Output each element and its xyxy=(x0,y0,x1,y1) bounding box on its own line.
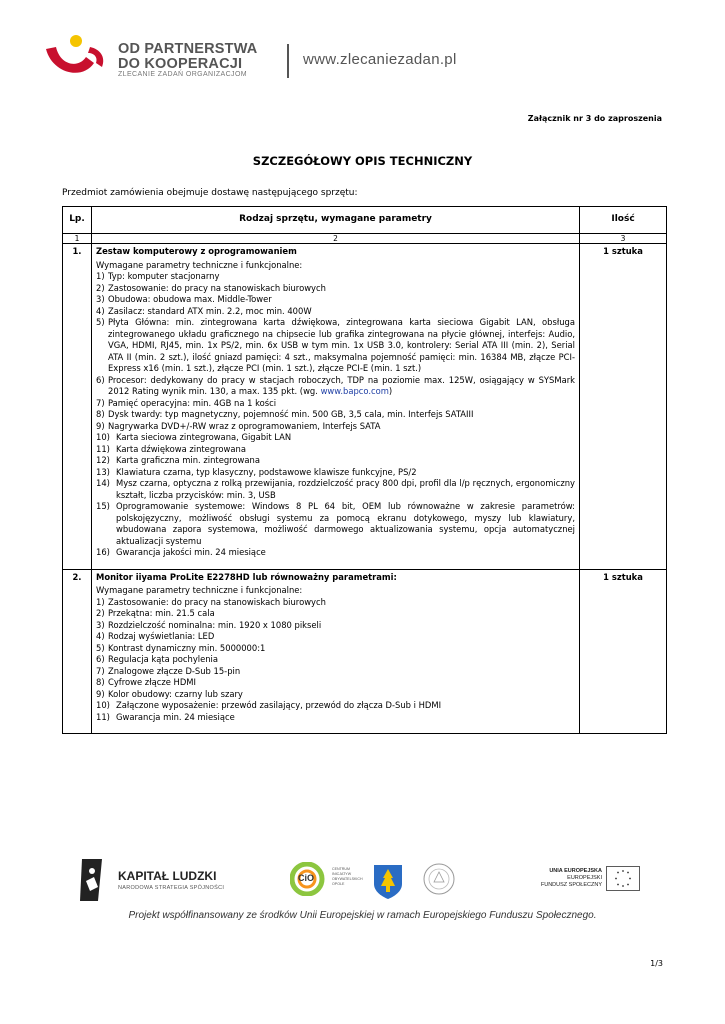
spec-item xyxy=(96,677,575,689)
spec-item xyxy=(96,375,575,398)
spec-text: Zastosowanie: do pracy na stanowiskach biurowych xyxy=(108,282,326,293)
org-name-line2: DO KOOPERACJI xyxy=(118,56,243,72)
page-number: 1/3 xyxy=(650,959,663,968)
spec-item xyxy=(96,597,575,609)
kl-title: KAPITAŁ LUDZKI xyxy=(118,869,217,883)
spec-list xyxy=(96,597,575,724)
spec-number: 9) xyxy=(96,688,105,699)
spec-item xyxy=(96,283,575,295)
spec-number: 8) xyxy=(96,409,105,419)
spec-text: Regulacja kąta pochylenia xyxy=(108,654,219,664)
cio-line: INICJATYW xyxy=(332,872,352,876)
eu-flag-icon xyxy=(606,866,640,891)
spec-text: Obudowa: obudowa max. Middle-Tower xyxy=(108,294,272,304)
spec-item xyxy=(96,271,575,283)
spec-number: 12) xyxy=(96,455,110,465)
spec-text: Karta sieciowa zintegrowana, Gigabit LAN xyxy=(116,432,292,442)
spec-item xyxy=(96,467,575,479)
eu-text xyxy=(541,868,602,889)
spec-text: Nagrywarka DVD+/-RW wraz z oprogramowaniem, Interfejs SATA xyxy=(108,420,381,431)
spec-list xyxy=(96,271,575,559)
cio-line: OPOLE xyxy=(332,882,345,886)
cio-line: CENTRUM xyxy=(332,867,350,871)
spec-text: Procesor: dedykowany do pracy w stacjach roboczych, TDP na poziomie max. 125W, osiągający w SYSMark 2012 Rating wynik min. 130, a max. 135 pkt. (wg. xyxy=(108,374,575,396)
requirements-heading: Wymagane parametry techniczne i funkcjonalne: xyxy=(96,585,303,595)
spec-item xyxy=(96,620,575,632)
spec-number: 10) xyxy=(96,432,110,442)
spec-item xyxy=(96,478,575,501)
spec-number: 2) xyxy=(96,608,105,618)
funding-note: Projekt współfinansowany ze środków Unii Europejskiej w ramach Europejskiego Funduszu Społecznego. xyxy=(128,910,597,921)
spec-item xyxy=(96,712,575,724)
spec-text: Załączone wyposażenie: przewód zasilający, przewód do złącza D-Sub i HDMI xyxy=(116,700,442,710)
spec-item xyxy=(96,409,575,421)
spec-number: 1) xyxy=(96,271,105,281)
spec-item xyxy=(96,455,575,467)
spec-text: Płyta Główna: min. zintegrowana karta dźwiękowa, zintegrowana karta sieciowa Gigabit LAN, obsługa zintegrowanego układu graficznego na chipsecie lub grafika zintegrowana na płycie głównej, interfejs: Audio, VGA, HDMI, RJ45, min. 1x PS/2, min. 6x USB w tym min. 1x USB 3.0, kontrolery: Serial ATA III (min. 2), Serial ATA II (min. 2 szt.), ilość gniazd pamięci: 4 szt., maksymalna pojemność pamięci: min. 16384 MB, złącze PCI-Express x16 (min. 1 szt.), złącze PCI (min. 1 szt.), złącze PCI-E (min. 1 szt.) xyxy=(108,317,575,373)
spec-text: Zasilacz: standard ATX min. 2.2, moc min. 400W xyxy=(108,305,312,316)
spec-table xyxy=(62,206,667,734)
spec-text: Dysk twardy: typ magnetyczny, pojemność min. 500 GB, 3,5 cala, min. Interfejs SATAIII xyxy=(108,409,474,419)
spec-text: Typ: komputer stacjonarny xyxy=(108,271,220,281)
spec-text-after: ) xyxy=(388,386,393,396)
col-number: 3 xyxy=(580,234,667,244)
requirements-heading: Wymagane parametry techniczne i funkcjonalne: xyxy=(96,259,303,270)
intro-text: Przedmiot zamówienia obejmuje dostawę następującego sprzętu: xyxy=(62,188,358,198)
org-name-line1: OD PARTNERSTWA xyxy=(118,41,258,57)
spec-item xyxy=(96,432,575,444)
spec-text: Gwarancja min. 24 miesiące xyxy=(116,711,235,722)
spec-number: 9) xyxy=(96,420,105,431)
header-equipment: Rodzaj sprzętu, wymagane parametry xyxy=(92,207,580,234)
city-coat-of-arms-icon xyxy=(373,864,403,900)
spec-text: Klawiatura czarna, typ klasyczny, podstawowe klawisze funkcyjne, PS/2 xyxy=(116,466,417,477)
spec-text: Karta dźwiękowa zintegrowana xyxy=(116,443,246,454)
spec-text: Cyfrowe złącze HDMI xyxy=(108,677,196,687)
cio-logo xyxy=(290,862,363,896)
item-title: Monitor iiyama ProLite E2278HD lub równoważny parametrami: xyxy=(96,571,397,582)
cio-letters: CiO xyxy=(298,873,315,883)
spec-item xyxy=(96,700,575,712)
table-header-row xyxy=(63,207,667,234)
org-tagline: ZLECANIE ZADAŃ ORGANIZACJOM xyxy=(118,71,248,78)
spec-text: Przekątna: min. 21.5 cala xyxy=(108,608,215,618)
item-qty: 1 sztuka xyxy=(580,244,667,570)
spec-number: 6) xyxy=(96,654,105,664)
spec-number: 4) xyxy=(96,305,105,316)
spec-text: Gwarancja jakości min. 24 miesiące xyxy=(116,547,266,557)
spec-number: 8) xyxy=(96,677,105,687)
spec-item xyxy=(96,501,575,547)
spec-text: Mysz czarna, optyczna z rolką przewijania, rozdzielczość pracy 800 dpi, profil dla l/p ręcznych, ergonomiczny kształt, liczba przycisków: min. 3, USB xyxy=(116,478,575,500)
spec-text: Pamięć operacyjna: min. 4GB na 1 kości xyxy=(108,397,277,408)
spec-item xyxy=(96,631,575,643)
eu-line2: EUROPEJSKI xyxy=(567,875,602,881)
header-divider xyxy=(287,44,289,78)
spec-item xyxy=(96,643,575,655)
spec-number: 7) xyxy=(96,665,105,676)
website-link[interactable]: www.zlecaniezadan.pl xyxy=(303,51,457,68)
spec-text: Kontrast dynamiczny min. 5000000:1 xyxy=(108,642,266,653)
header-qty: Ilość xyxy=(580,207,667,234)
kapital-ludzki-icon xyxy=(78,857,106,903)
spec-number: 4) xyxy=(96,631,105,641)
spec-item xyxy=(96,689,575,701)
eu-line1: UNIA EUROPEJSKA xyxy=(549,868,602,874)
item-title: Zestaw komputerowy z oprogramowaniem xyxy=(96,246,297,256)
spec-text: Kolor obudowy: czarny lub szary xyxy=(108,688,243,699)
spec-item xyxy=(96,444,575,456)
spec-number: 2) xyxy=(96,282,105,293)
spec-number: 6) xyxy=(96,374,105,385)
cio-line: OBYWATELSKICH xyxy=(332,877,363,881)
spec-item xyxy=(96,547,575,559)
spec-number: 11) xyxy=(96,711,110,722)
spec-item xyxy=(96,608,575,620)
header-lp: Lp. xyxy=(63,207,92,234)
cio-text xyxy=(332,867,363,887)
item-lp: 1. xyxy=(63,244,92,570)
spec-text: Oprogramowanie systemowe: Windows 8 PL 64 bit, OEM lub równoważne w zakresie parametrów: polskojęzyczny, możliwość obsługi systemu za pomocą ekranu dotykowego, myszy lub klawiatury, wbudowana zapora systemowa, możliwość darmowego aktualizowania systemu, opcja automatycznej aktualizacji systemu xyxy=(116,501,575,546)
university-seal-icon xyxy=(422,862,456,896)
spec-item xyxy=(96,666,575,678)
spec-text: Zastosowanie: do pracy na stanowiskach biurowych xyxy=(108,596,326,607)
spec-number: 3) xyxy=(96,294,105,304)
org-name xyxy=(118,42,257,72)
kapital-ludzki-logo xyxy=(78,857,228,903)
org-logo-icon xyxy=(44,33,110,81)
spec-text: Rodzaj wyświetlania: LED xyxy=(108,631,215,641)
eu-logo xyxy=(515,862,640,896)
spec-item xyxy=(96,654,575,666)
spec-number: 11) xyxy=(96,443,110,454)
item-description xyxy=(92,244,580,570)
spec-number: 3) xyxy=(96,619,105,630)
spec-number: 1) xyxy=(96,596,105,607)
document-title: SZCZEGÓŁOWY OPIS TECHNICZNY xyxy=(252,154,473,168)
spec-number: 15) xyxy=(96,501,110,511)
spec-number: 14) xyxy=(96,478,110,488)
kl-subtitle: NARODOWA STRATEGIA SPÓJNOŚCI xyxy=(118,885,225,891)
spec-item xyxy=(96,421,575,433)
spec-item xyxy=(96,306,575,318)
annex-label: Załącznik nr 3 do zaproszenia xyxy=(527,114,662,123)
spec-item xyxy=(96,398,575,410)
spec-number: 5) xyxy=(96,317,105,327)
table-row xyxy=(63,569,667,734)
spec-number: 5) xyxy=(96,642,105,653)
table-row xyxy=(63,244,667,570)
item-lp: 2. xyxy=(63,569,92,734)
item-qty: 1 sztuka xyxy=(580,569,667,734)
spec-text: Znalogowe złącze D-Sub 15-pin xyxy=(108,665,241,676)
col-number: 1 xyxy=(63,234,92,244)
column-number-row xyxy=(63,234,667,244)
eu-line3: FUNDUSZ SPOŁECZNY xyxy=(540,882,602,888)
spec-item xyxy=(96,294,575,306)
col-number: 2 xyxy=(92,234,580,244)
spec-link[interactable]: www.bapco.com xyxy=(320,386,389,396)
spec-item xyxy=(96,317,575,375)
spec-number: 16) xyxy=(96,547,110,557)
spec-number: 7) xyxy=(96,397,105,408)
item-description xyxy=(92,569,580,734)
spec-text: Rozdzielczość nominalna: min. 1920 x 1080 pikseli xyxy=(108,619,322,630)
spec-number: 13) xyxy=(96,466,110,477)
spec-text: Karta graficzna min. zintegrowana xyxy=(116,455,260,465)
spec-number: 10) xyxy=(96,700,110,710)
